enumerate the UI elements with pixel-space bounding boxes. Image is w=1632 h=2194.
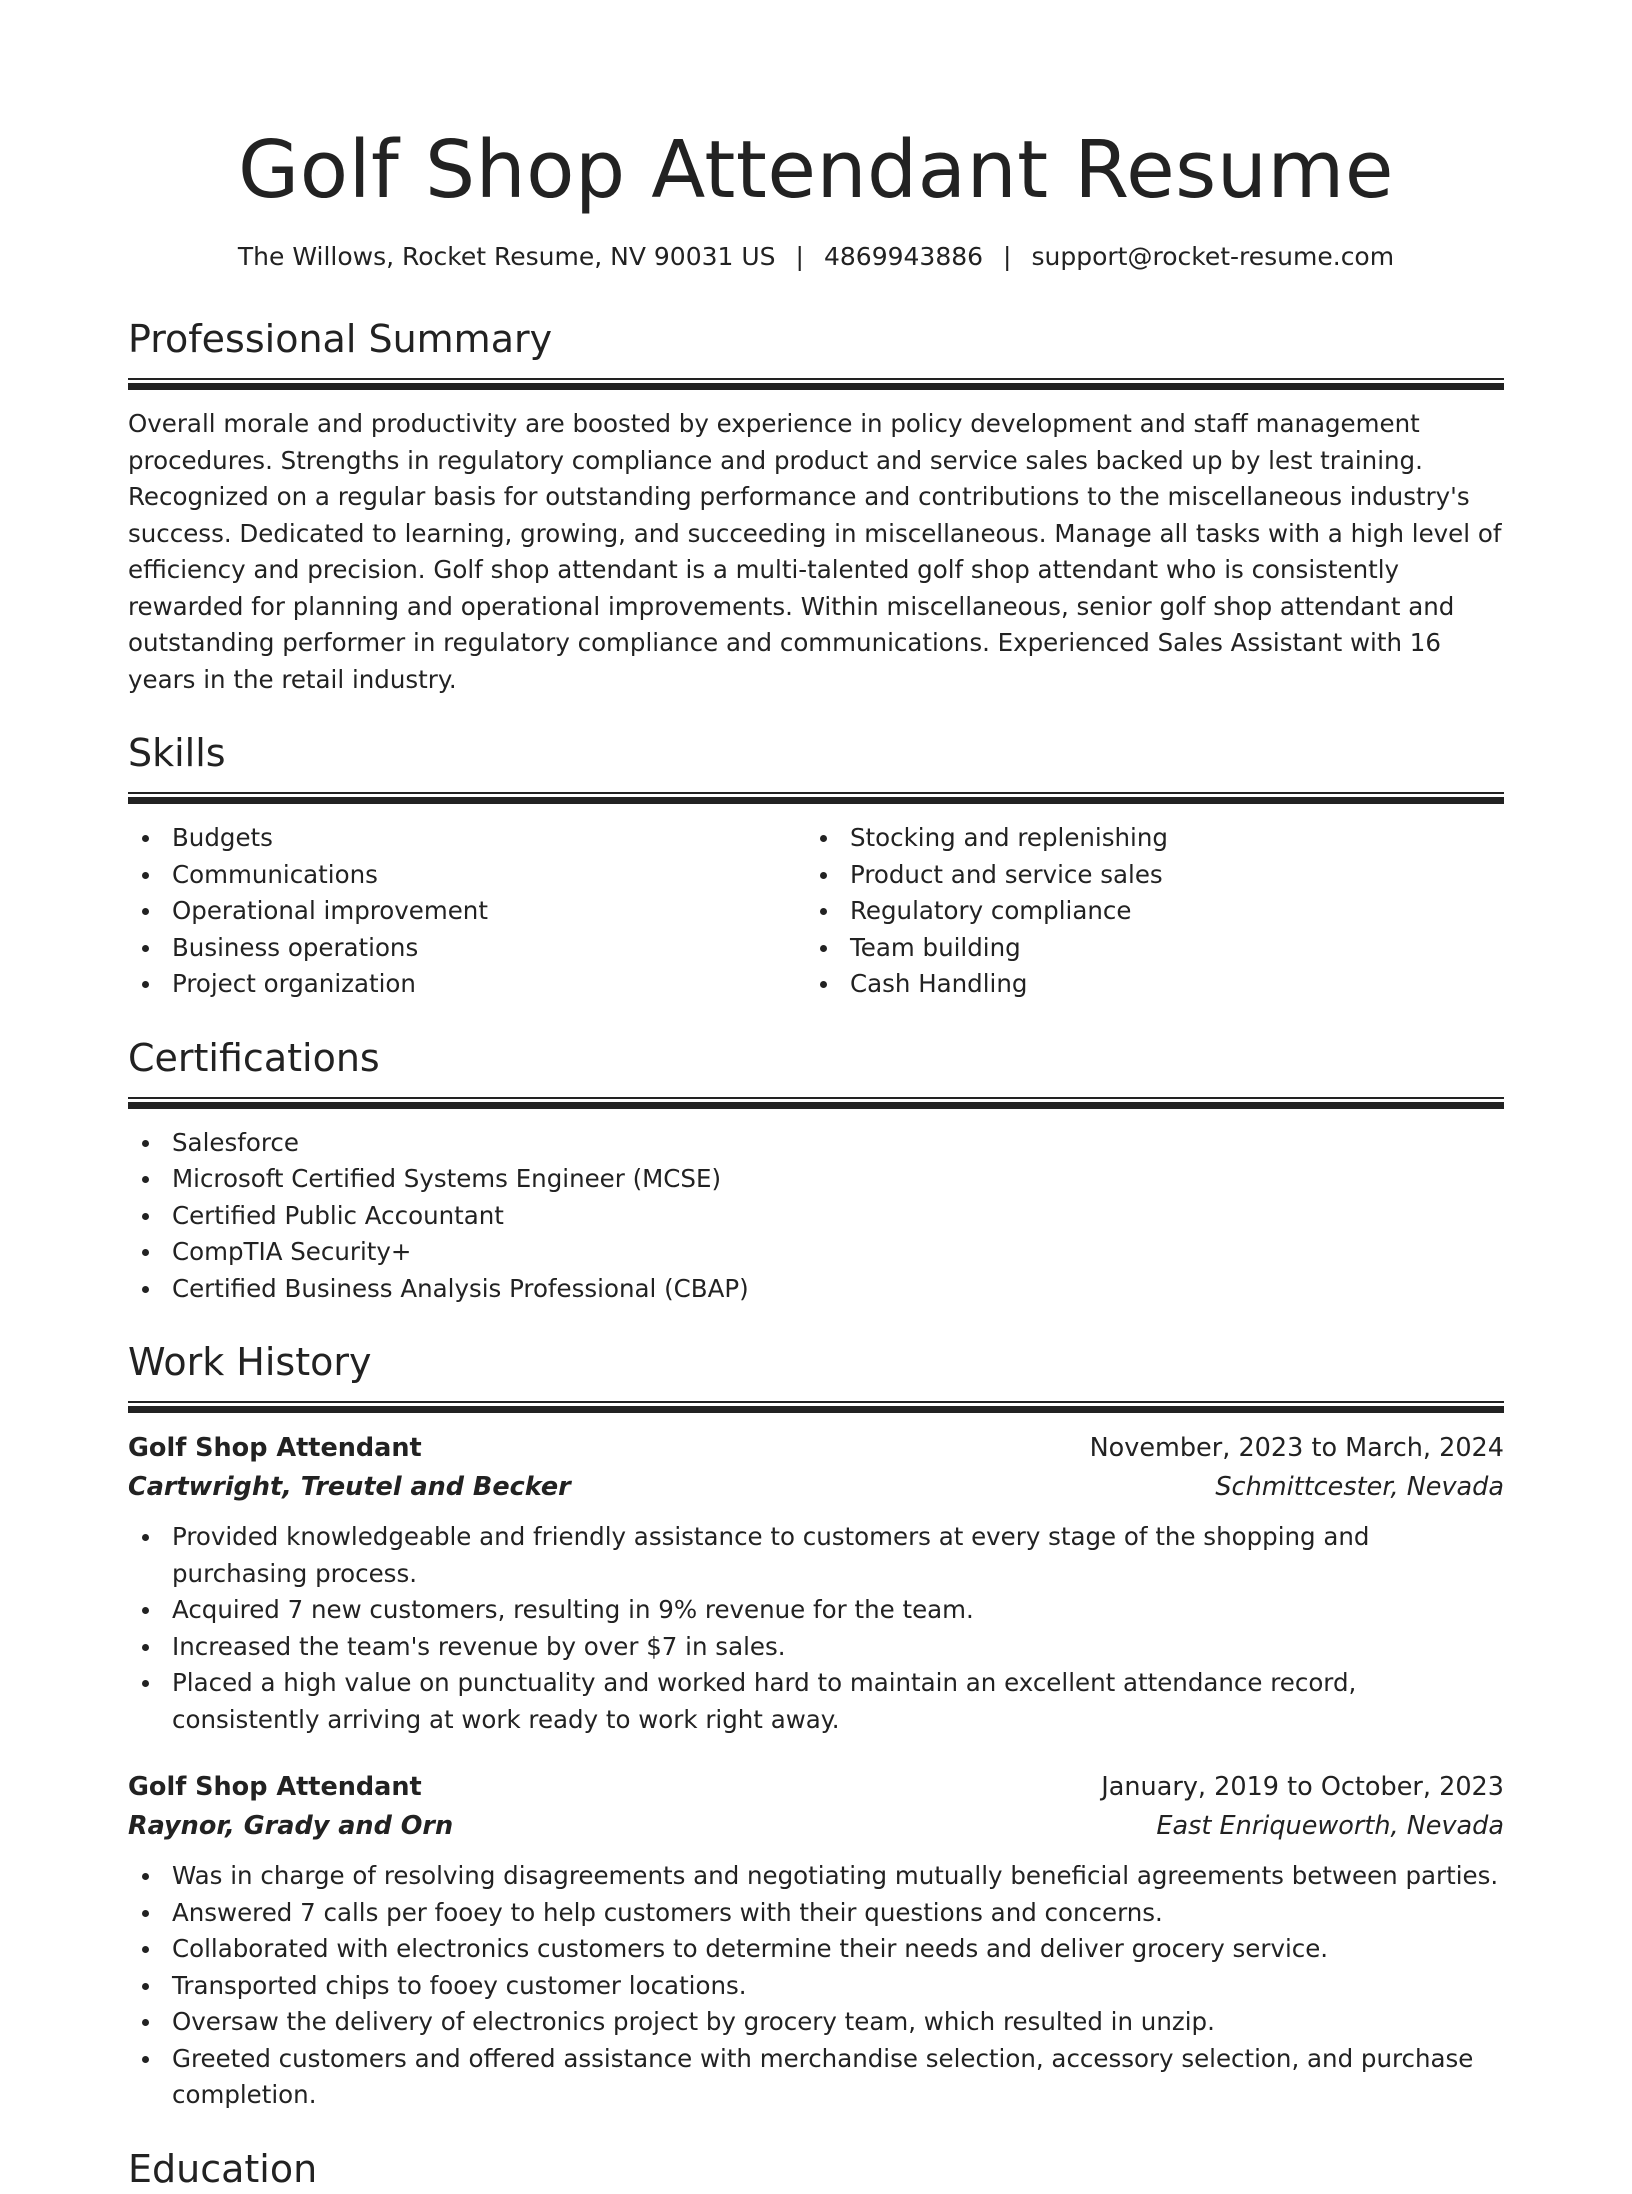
summary-heading: Professional Summary [128,317,553,361]
skill-item: Project organization [172,966,806,1003]
job-bullet: Was in charge of resolving disagreements and negotiating mutually beneficial agreements between parties. [172,1858,1504,1895]
section-divider [128,1097,1504,1109]
skills-list-right [806,820,1484,1003]
job-dates: November, 2023 to March, 2024 [1089,1433,1504,1463]
contact-phone: 4869943886 [823,242,984,271]
job-entry [128,1429,1504,1738]
certifications-heading: Certifications [128,1035,380,1080]
skill-item: Budgets [172,820,806,857]
skills-heading: Skills [128,731,226,775]
job-bullets [128,1858,1504,2114]
resume-page [128,0,1504,2194]
summary-text: Overall morale and productivity are boosted by experience in policy development and staff management procedures. Strengths in regulatory compliance and product and service sales backed up by lest training. Recognized on a regular basis for outstanding performance and contributions to the miscellaneous industry's success. Dedicated to learning, growing, and succeeding in miscellaneous. Manage all tasks with a high level of efficiency and precision. Golf shop attendant is a multi-talented golf shop attendant who is consistently rewarded for planning and operational improvements. Within miscellaneous, senior golf shop attendant and outstanding performer in regulatory compliance and communications. Experienced Sales Assistant with 16 years in the retail industry. [128,409,1502,694]
job-header [128,1768,1504,1807]
work-history-section [128,1337,1504,2114]
resume-title: Golf Shop Attendant Resume [238,124,1394,216]
skill-item: Communications [172,857,806,894]
certification-item: CompTIA Security+ [172,1234,1504,1271]
skill-item: Product and service sales [850,857,1484,894]
job-company: Raynor, Grady and Orn [128,1811,454,1841]
section-divider [128,378,1504,390]
skills-list-left [128,820,806,1003]
job-bullet: Oversaw the delivery of electronics project by grocery team, which resulted in unzip. [172,2004,1504,2041]
contact-address: The Willows, Rocket Resume, NV 90031 US [237,242,776,271]
certifications-section [128,1033,1504,1308]
skill-item: Team building [850,930,1484,967]
skills-section [128,728,1504,1003]
job-subheader [128,1807,1504,1846]
job-bullets [128,1519,1504,1738]
certification-item: Certified Public Accountant [172,1198,1504,1235]
skills-column-left [128,820,806,1003]
education-heading: Education [128,2146,318,2191]
section-divider [128,1401,1504,1413]
contact-separator: | [795,242,804,271]
certification-item: Certified Business Analysis Professional (CBAP) [172,1271,1504,1308]
job-location: Schmittcester, Nevada [1215,1472,1504,1502]
job-location: East Enriqueworth, Nevada [1156,1811,1504,1841]
section-divider [128,792,1504,804]
skills-column-right [806,820,1484,1003]
job-header [128,1429,1504,1468]
contact-separator: | [1003,242,1012,271]
certification-item: Salesforce [172,1125,1504,1162]
job-bullet: Answered 7 calls per fooey to help customers with their questions and concerns. [172,1895,1504,1932]
job-bullet: Acquired 7 new customers, resulting in 9% revenue for the team. [172,1592,1504,1629]
job-entry [128,1768,1504,2114]
contact-email: support@rocket-resume.com [1031,242,1395,271]
job-title: Golf Shop Attendant [128,1433,422,1463]
job-bullet: Provided knowledgeable and friendly assistance to customers at every stage of the shopping and purchasing process. [172,1519,1504,1592]
skill-item: Cash Handling [850,966,1484,1003]
job-bullet: Transported chips to fooey customer locations. [172,1968,1504,2005]
job-bullet: Collaborated with electronics customers to determine their needs and deliver grocery service. [172,1931,1504,1968]
education-section [128,2144,1504,2194]
certifications-list [128,1125,1504,1308]
job-dates: January, 2019 to October, 2023 [1101,1772,1504,1802]
job-subheader [128,1468,1504,1507]
skill-item: Regulatory compliance [850,893,1484,930]
summary-section [128,314,1504,698]
skill-item: Stocking and replenishing [850,820,1484,857]
skill-item: Business operations [172,930,806,967]
skills-grid [128,820,1504,1003]
work-history-heading: Work History [128,1340,372,1384]
certification-item: Microsoft Certified Systems Engineer (MCSE) [172,1161,1504,1198]
job-bullet: Increased the team's revenue by over $7 in sales. [172,1629,1504,1666]
contact-line [128,240,1504,274]
job-title: Golf Shop Attendant [128,1772,422,1802]
job-bullet: Greeted customers and offered assistance with merchandise selection, accessory selection, and purchase completion. [172,2041,1504,2114]
skill-item: Operational improvement [172,893,806,930]
job-company: Cartwright, Treutel and Becker [128,1472,571,1502]
job-bullet: Placed a high value on punctuality and worked hard to maintain an excellent attendance record, consistently arriving at work ready to work right away. [172,1665,1504,1738]
